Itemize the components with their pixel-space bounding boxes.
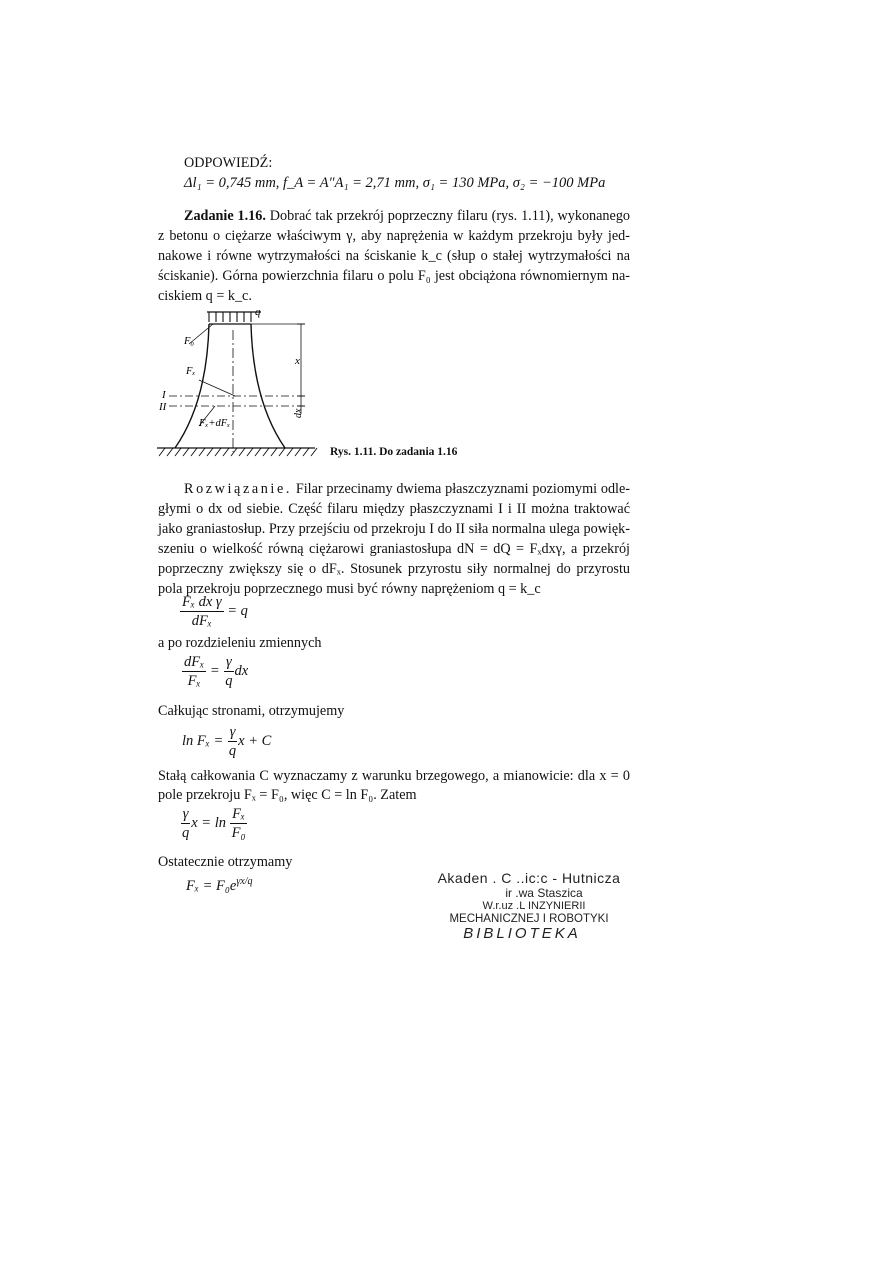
stamp-line-3: W.r.uz .L INZYNIERII [482, 900, 586, 912]
figure-caption: Rys. 1.11. Do zadania 1.16 [330, 446, 458, 458]
eq1-denominator: dFₓ [191, 613, 212, 629]
eq1-rhs: = q [227, 602, 248, 619]
F0-label: F₀ [184, 336, 195, 347]
task-line-4: ściskanie). Górna powierzchnia filaru o polu F₀ jest obciążona równomiernym na- [158, 268, 630, 284]
eq3-lhs: ln Fₓ = [182, 732, 224, 749]
equation-2 [182, 654, 248, 689]
equation-3 [182, 724, 271, 759]
solution-line-2: głymi o dx od siebie. Część filaru między płaszczyznami I i II można traktować [158, 501, 630, 517]
stamp-line-5: BIBLIOTEKA [463, 925, 581, 942]
eq4-l-den: q [182, 825, 190, 841]
after-eq1-text: a po rozdzieleniu zmiennych [158, 635, 322, 651]
equation-5 [186, 876, 253, 895]
eq3-r-num: γ [229, 724, 236, 740]
stamp-line-1: Akaden . C ..ic:c - Hutnicza [437, 870, 621, 886]
task-line-3: nakowe i równe wytrzymałości na ściskanie k_c (słup o stałej wytrzymałości na [158, 248, 630, 264]
task-first-line [158, 205, 630, 227]
load-q-label: q [255, 306, 261, 318]
task-line-5: ciskiem q = k_c. [158, 288, 252, 304]
task-title: Zadanie 1.16. [184, 208, 266, 224]
equation-1 [180, 594, 248, 629]
eq2-lhs-num: dFₓ [184, 654, 205, 670]
answer-label: ODPOWIEDŹ: [184, 155, 273, 171]
pillar-figure [155, 302, 325, 458]
eq2-r-num: γ [226, 654, 232, 670]
solution-line-3: jako graniastosłup. Przy przejściu od przekroju I do II siła normalna ulega powięk- [158, 521, 630, 537]
eq4-l-num: γ [182, 806, 189, 822]
eq4-r-num: Fₓ [232, 806, 246, 822]
Fx-label: Fₓ [186, 366, 196, 377]
eq1-numerator: Fₓ dx γ [182, 594, 222, 610]
dim-dx-label: dx [293, 408, 304, 418]
library-stamp [414, 870, 644, 942]
answer-line: Δl₁ = 0,745 mm, f_A = A″A₁ = 2,71 mm, σ₁ = 130 MPa, σ₂ = −100 MPa [184, 175, 606, 191]
eq3-r-rest: x + C [238, 732, 272, 749]
task-line-2: z betonu o ciężarze właściwym γ, aby naprężenia w każdym przekroju były jed- [158, 228, 630, 244]
eq2-lhs-den: Fₓ [187, 673, 201, 689]
after-eq3-line-1: Stałą całkowania C wyznaczamy z warunku brzegowego, a mianowicie: dla x = 0 [158, 768, 630, 784]
eq3-r-den: q [228, 743, 237, 759]
eq2-r-rest: dx [234, 662, 249, 679]
after-eq4-text: Ostatecznie otrzymamy [158, 854, 293, 870]
stamp-line-4: MECHANICZNEJ I ROBOTYKI [449, 913, 609, 925]
after-eq3-line-2: pole przekroju Fₓ = F₀, więc C = ln F₀. Zatem [158, 787, 417, 803]
eq4-r-den: F₀ [231, 825, 246, 841]
eq5-base: Fₓ = F₀e [186, 877, 237, 894]
solution-line-6: pola przekroju poprzecznego musi być równy naprężeniom q = k_c [158, 581, 541, 597]
after-eq2-text: Całkując stronami, otrzymujemy [158, 703, 345, 719]
FxdFx-label: Fₓ+dFₓ [199, 418, 231, 429]
solution-first-line [158, 478, 630, 500]
solution-line-5: poprzeczny zwiększy się o dFₓ. Stosunek przyrostu siły normalnej do przyrostu [158, 561, 630, 577]
task-line-1: Dobrać tak przekrój poprzeczny filaru (rys. 1.11), wykonanego [269, 208, 631, 224]
solution-heading: Rozwiązanie. [184, 481, 293, 497]
solution-line-4: szeniu o wielkość równą ciężarowi graniastosłupa dN = dQ = Fₓdxγ, a przekrój [158, 541, 630, 557]
stamp-line-2: ir .wa Staszica [505, 886, 583, 900]
eq4-l-rest: x = ln [191, 814, 226, 831]
eq2-equals: = [209, 662, 220, 679]
eq2-r-den: q [225, 673, 233, 689]
eq5-exponent: γx/q [236, 876, 253, 887]
section-II-label: II [159, 401, 167, 413]
equation-4 [180, 806, 248, 841]
section-I-label: I [162, 389, 166, 401]
dim-x-label: x [295, 355, 300, 367]
solution-line-1: Filar przecinamy dwiema płaszczyznami poziomymi odle- [295, 481, 630, 497]
